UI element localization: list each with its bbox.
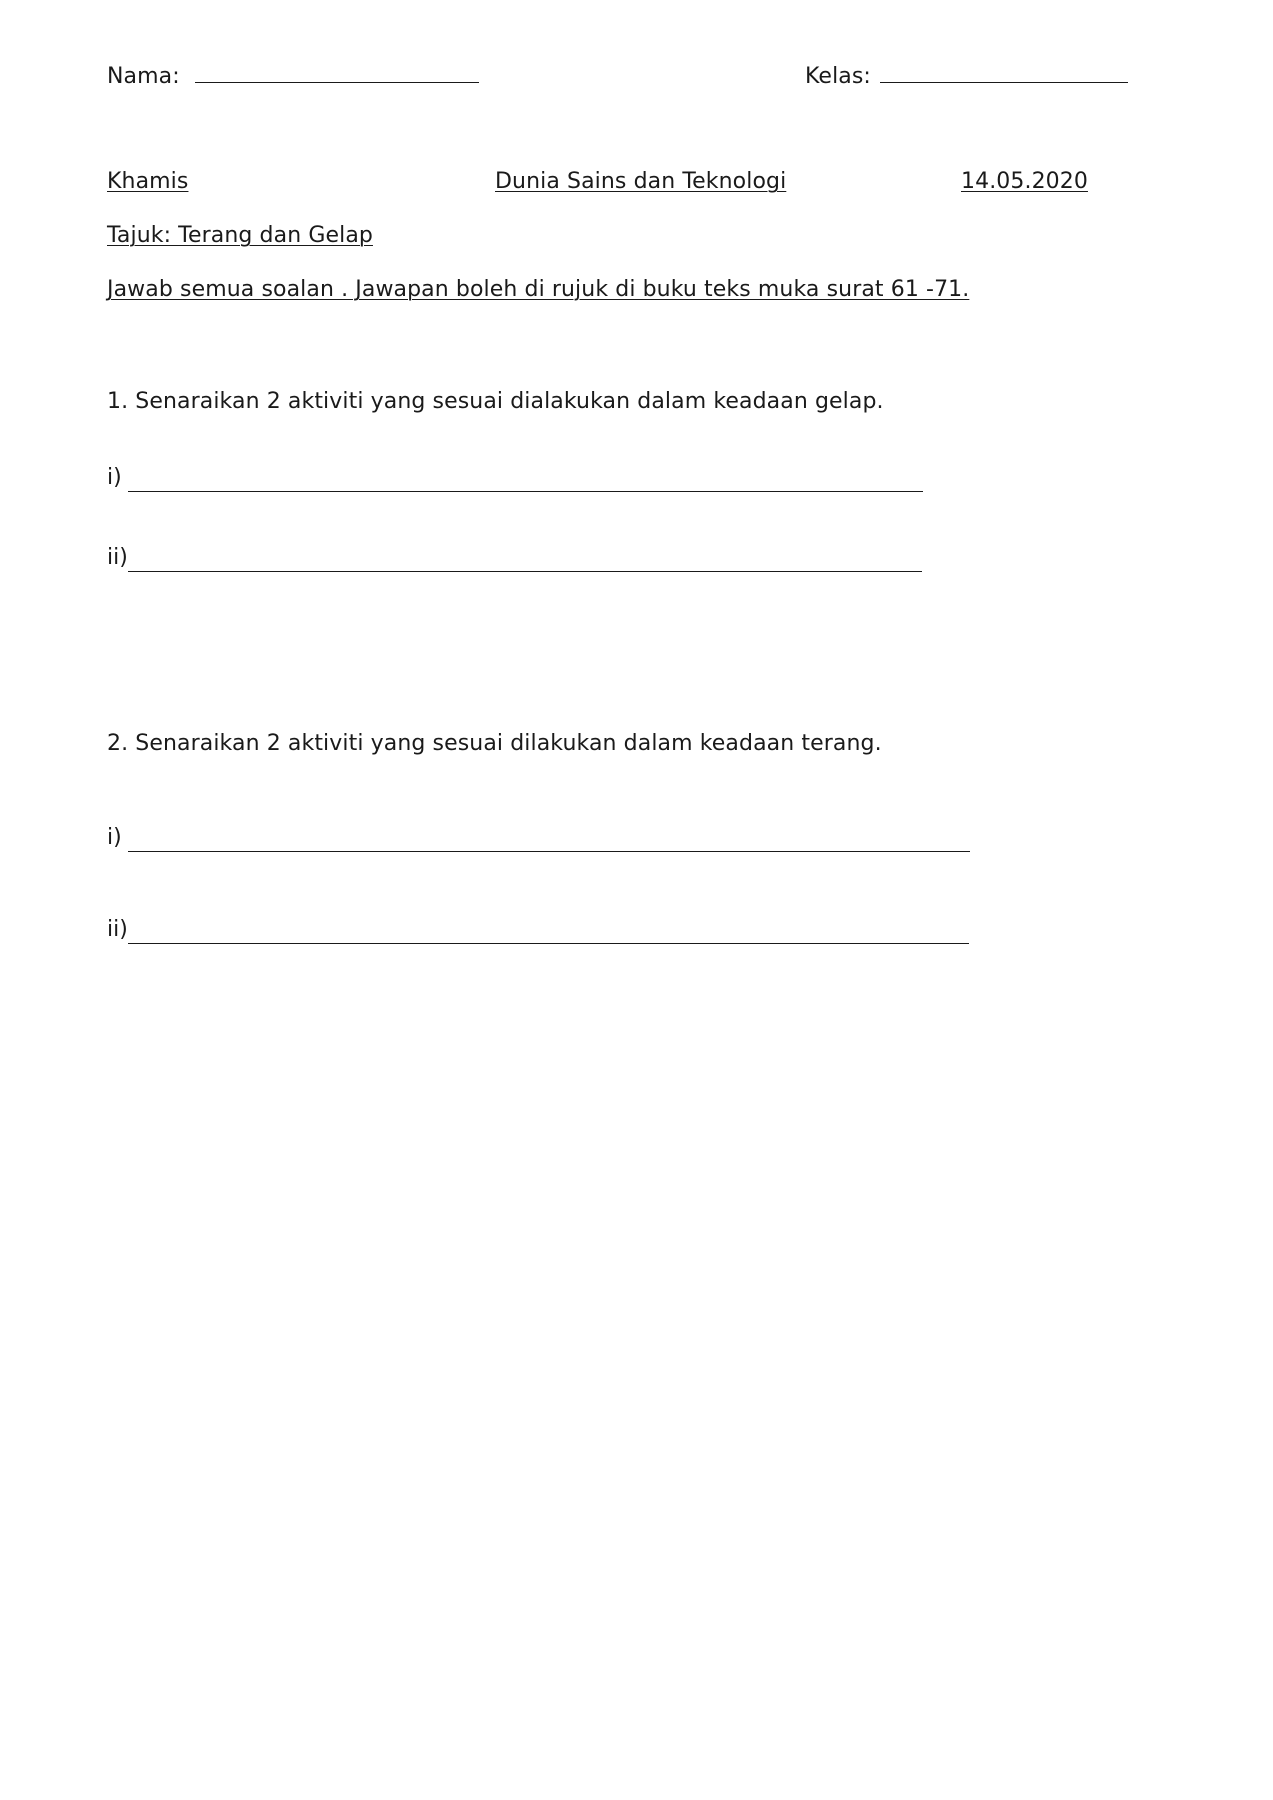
- question-1-text: 1. Senaraikan 2 aktiviti yang sesuai dialakukan dalam keadaan gelap.: [107, 389, 884, 414]
- answer-label: ii): [107, 917, 128, 942]
- question-1-answer-i: [107, 464, 923, 492]
- name-field: [107, 60, 479, 91]
- answer-input-line[interactable]: [128, 549, 922, 572]
- instruction-text: Jawab semua soalan . Jawapan boleh di rujuk di buku teks muka surat 61 -71.: [107, 277, 970, 302]
- answer-label: i): [107, 825, 122, 850]
- answer-label: ii): [107, 545, 128, 570]
- name-input-line[interactable]: [195, 60, 479, 83]
- class-label: Kelas:: [805, 64, 871, 89]
- answer-input-line[interactable]: [128, 921, 969, 944]
- date-label: 14.05.2020: [961, 169, 1088, 194]
- question-2-answer-i: [107, 824, 970, 852]
- class-input-line[interactable]: [880, 60, 1128, 83]
- topic-title: Tajuk: Terang dan Gelap: [107, 223, 373, 248]
- question-1-answer-ii: [107, 544, 922, 572]
- question-2-answer-ii: [107, 916, 969, 944]
- answer-input-line[interactable]: [128, 829, 970, 852]
- answer-input-line[interactable]: [128, 469, 923, 492]
- name-label: Nama:: [107, 64, 180, 89]
- day-label: Khamis: [107, 169, 189, 194]
- class-field: [805, 60, 1128, 91]
- question-2-text: 2. Senaraikan 2 aktiviti yang sesuai dilakukan dalam keadaan terang.: [107, 731, 882, 756]
- answer-label: i): [107, 465, 122, 490]
- subject-label: Dunia Sains dan Teknologi: [495, 169, 787, 194]
